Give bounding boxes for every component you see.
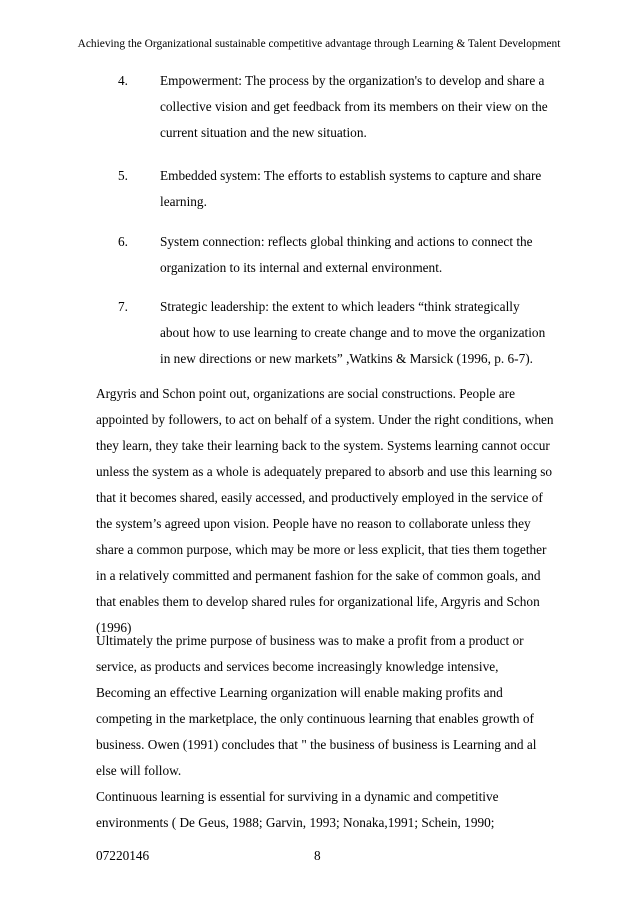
text-line: Empowerment: The process by the organization's to develop and share a: [160, 73, 545, 88]
list-item-number: 6.: [118, 234, 128, 249]
text-line: about how to use learning to create change and to move the organization: [160, 325, 546, 340]
running-header: Achieving the Organizational sustainable competitive advantage through Learning & Talent Development: [77, 38, 561, 50]
text-line: else will follow.: [96, 763, 182, 778]
text-line: Strategic leadership: the extent to which leaders “think strategically: [160, 299, 520, 314]
text-line: the system’s agreed upon vision. People have no reason to collaborate unless they: [96, 516, 531, 531]
body-paragraph: [96, 381, 554, 641]
text-line: System connection: reflects global thinking and actions to connect the: [160, 234, 533, 249]
text-line: environments ( De Geus, 1988; Garvin, 1993; Nonaka,1991; Schein, 1990;: [96, 815, 495, 830]
text-line: Argyris and Schon point out, organizations are social constructions. People are: [96, 386, 516, 401]
text-line: appointed by followers, to act on behalf of a system. Under the right conditions, when: [96, 412, 554, 427]
list-item-number: 7.: [118, 299, 128, 314]
list-item-text: [160, 68, 550, 146]
text-line: business. Owen (1991) concludes that " the business of business is Learning and al: [96, 737, 537, 752]
list-item-text: [160, 229, 550, 281]
text-line: unless the system as a whole is adequately prepared to absorb and use this learning so: [96, 464, 553, 479]
list-item-number: 4.: [118, 73, 128, 88]
footer-doc-id: 07220146: [96, 848, 150, 863]
text-line: Continuous learning is essential for surviving in a dynamic and competitive: [96, 789, 499, 804]
text-line: current situation and the new situation.: [160, 125, 367, 140]
body-paragraph: [96, 784, 546, 836]
text-line: learning.: [160, 194, 207, 209]
body-paragraph: [96, 628, 546, 784]
text-line: in new directions or new markets” ,Watkins & Marsick (1996, p. 6-7).: [160, 351, 534, 366]
text-line: that it becomes shared, easily accessed, and productively employed in the service of: [96, 490, 543, 505]
text-line: that enables them to develop shared rules for organizational life, Argyris and Schon: [96, 594, 540, 609]
text-line: competing in the marketplace, the only continuous learning that enables growth of: [96, 711, 534, 726]
text-line: share a common purpose, which may be more or less explicit, that ties them together: [96, 542, 547, 557]
page-number: 8: [314, 848, 321, 863]
text-line: they learn, they take their learning back to the system. Systems learning cannot occur: [96, 438, 550, 453]
list-item-text: [160, 294, 550, 372]
text-line: service, as products and services become increasingly knowledge intensive,: [96, 659, 499, 674]
text-line: collective vision and get feedback from its members on their view on the: [160, 99, 548, 114]
text-line: (1996): [96, 620, 132, 635]
list-item-text: [160, 163, 550, 215]
text-line: in a relatively committed and permanent fashion for the sake of common goals, and: [96, 568, 541, 583]
text-line: Becoming an effective Learning organization will enable making profits and: [96, 685, 503, 700]
list-item-number: 5.: [118, 168, 128, 183]
text-line: Embedded system: The efforts to establish systems to capture and share: [160, 168, 542, 183]
text-line: Ultimately the prime purpose of business was to make a profit from a product or: [96, 633, 524, 648]
text-line: organization to its internal and external environment.: [160, 260, 443, 275]
